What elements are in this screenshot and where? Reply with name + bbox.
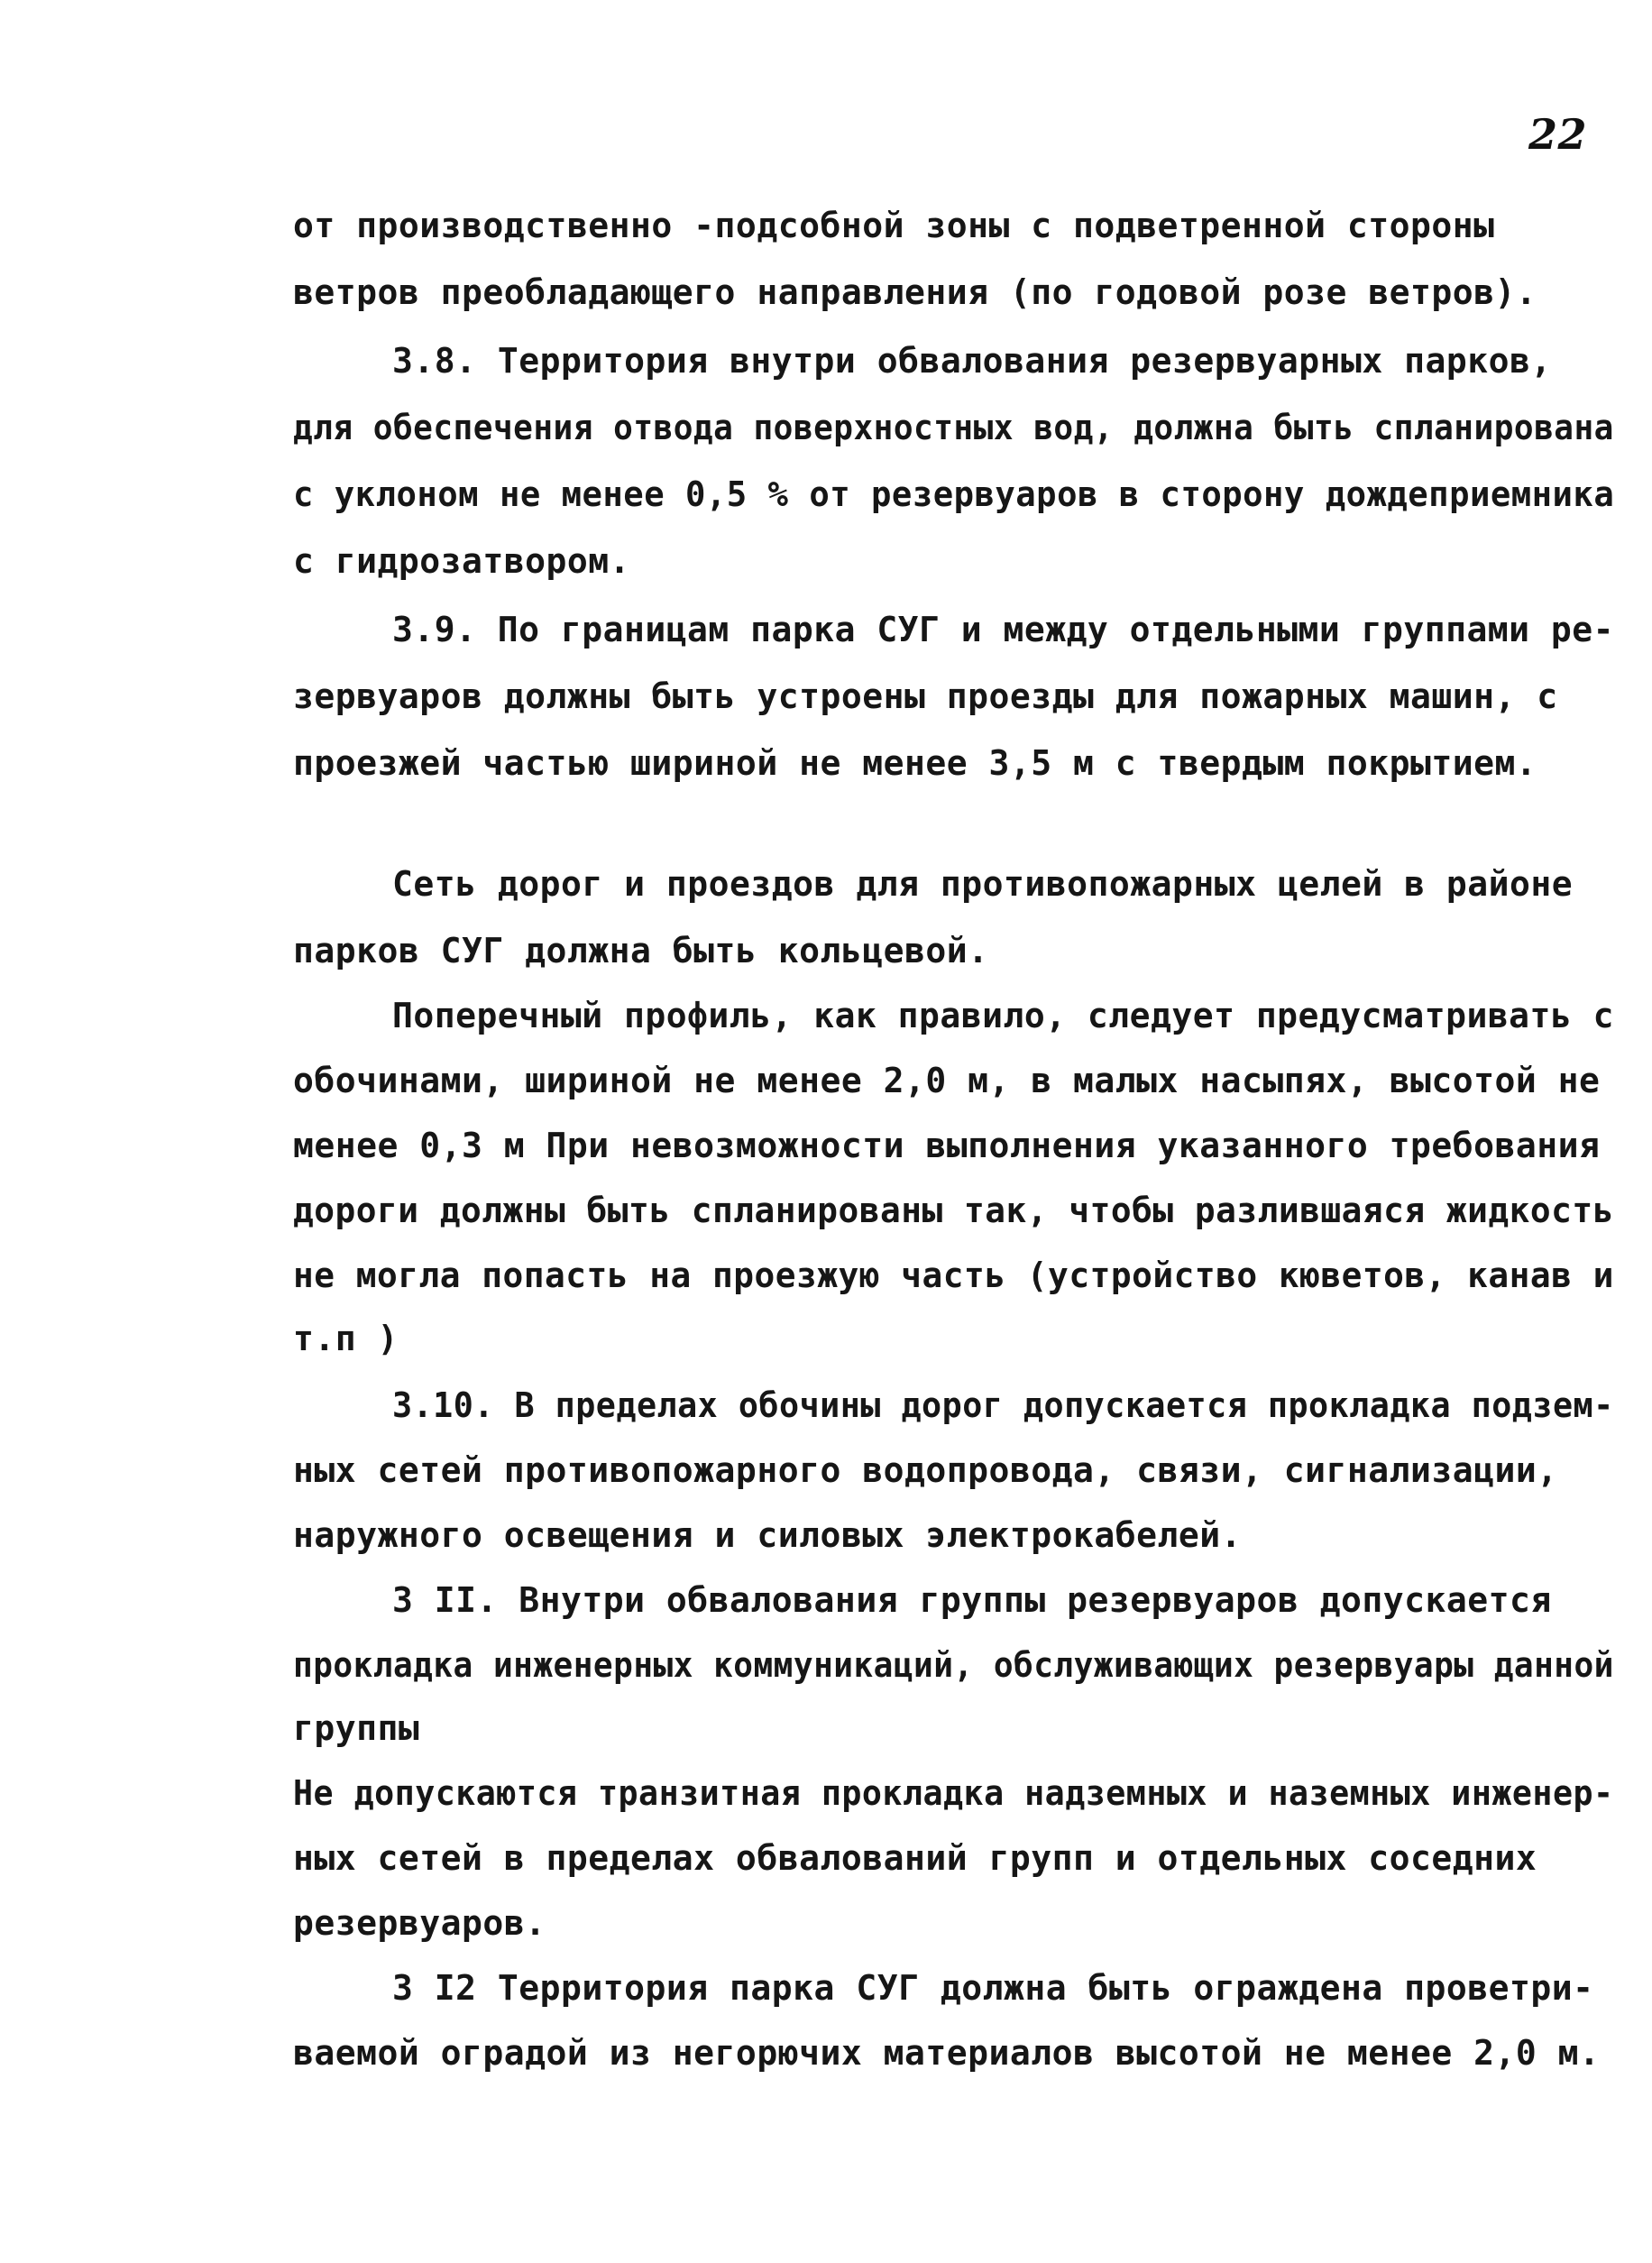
text-line: 3.10. В пределах обочины дорог допускается прокладка подзем- bbox=[392, 1385, 1614, 1425]
text-line: для обеспечения отвода поверхностных вод, должна быть спланирована bbox=[293, 408, 1614, 447]
text-line: ветров преобладающего направления (по годовой розе ветров). bbox=[293, 272, 1537, 312]
text-line: дороги должны быть спланированы так, чтобы разлившаяся жидкость bbox=[293, 1191, 1614, 1230]
text-line: от производственно -подсобной зоны с подветренной стороны bbox=[293, 206, 1495, 245]
text-line: с гидрозатвором. bbox=[293, 541, 631, 581]
text-line: прокладка инженерных коммуникаций, обслуживающих резервуары данной bbox=[293, 1645, 1614, 1685]
text-line: 3.9. По границам парка СУГ и между отдельными группами ре- bbox=[392, 610, 1614, 649]
text-line: парков СУГ должна быть кольцевой. bbox=[293, 931, 989, 971]
text-line: менее 0,3 м При невозможности выполнения указанного требования bbox=[293, 1126, 1601, 1165]
text-line: т.п ) bbox=[293, 1319, 399, 1358]
text-line: наружного освещения и силовых электрокабелей. bbox=[293, 1515, 1243, 1555]
text-line: 3 I2 Территория парка СУГ должна быть ограждена проветри- bbox=[392, 1968, 1594, 2008]
text-line: проезжей частью шириной не менее 3,5 м с твердым покрытием. bbox=[293, 743, 1537, 783]
text-line: с уклоном не менее 0,5 % от резервуаров в сторону дождеприемника bbox=[293, 474, 1615, 514]
text-line: не могла попасть на проезжую часть (устройство кюветов, канав и bbox=[293, 1256, 1614, 1295]
text-line: Не допускаются транзитная прокладка надземных и наземных инженер- bbox=[293, 1773, 1614, 1813]
text-line: ных сетей противопожарного водопровода, связи, сигнализации, bbox=[293, 1450, 1558, 1490]
text-line: ных сетей в пределах обвалований групп и отдельных соседних bbox=[293, 1838, 1537, 1878]
text-line: Сеть дорог и проездов для противопожарных целей в районе bbox=[392, 864, 1574, 904]
text-line: резервуаров. bbox=[293, 1903, 546, 1943]
text-line: 3 II. Внутри обвалования группы резервуаров допускается bbox=[392, 1580, 1552, 1620]
text-line: 3.8. Территория внутри обвалования резервуарных парков, bbox=[392, 341, 1552, 381]
text-line: обочинами, шириной не менее 2,0 м, в малых насыпях, высотой не bbox=[293, 1061, 1601, 1100]
page-number: 22 bbox=[1528, 110, 1588, 159]
text-line: ваемой оградой из негорючих материалов высотой не менее 2,0 м. bbox=[293, 2033, 1601, 2073]
text-line: Поперечный профиль, как правило, следует предусматривать с bbox=[392, 996, 1614, 1035]
text-line: зервуаров должны быть устроены проезды для пожарных машин, с bbox=[293, 676, 1558, 716]
text-line: группы bbox=[293, 1708, 420, 1748]
